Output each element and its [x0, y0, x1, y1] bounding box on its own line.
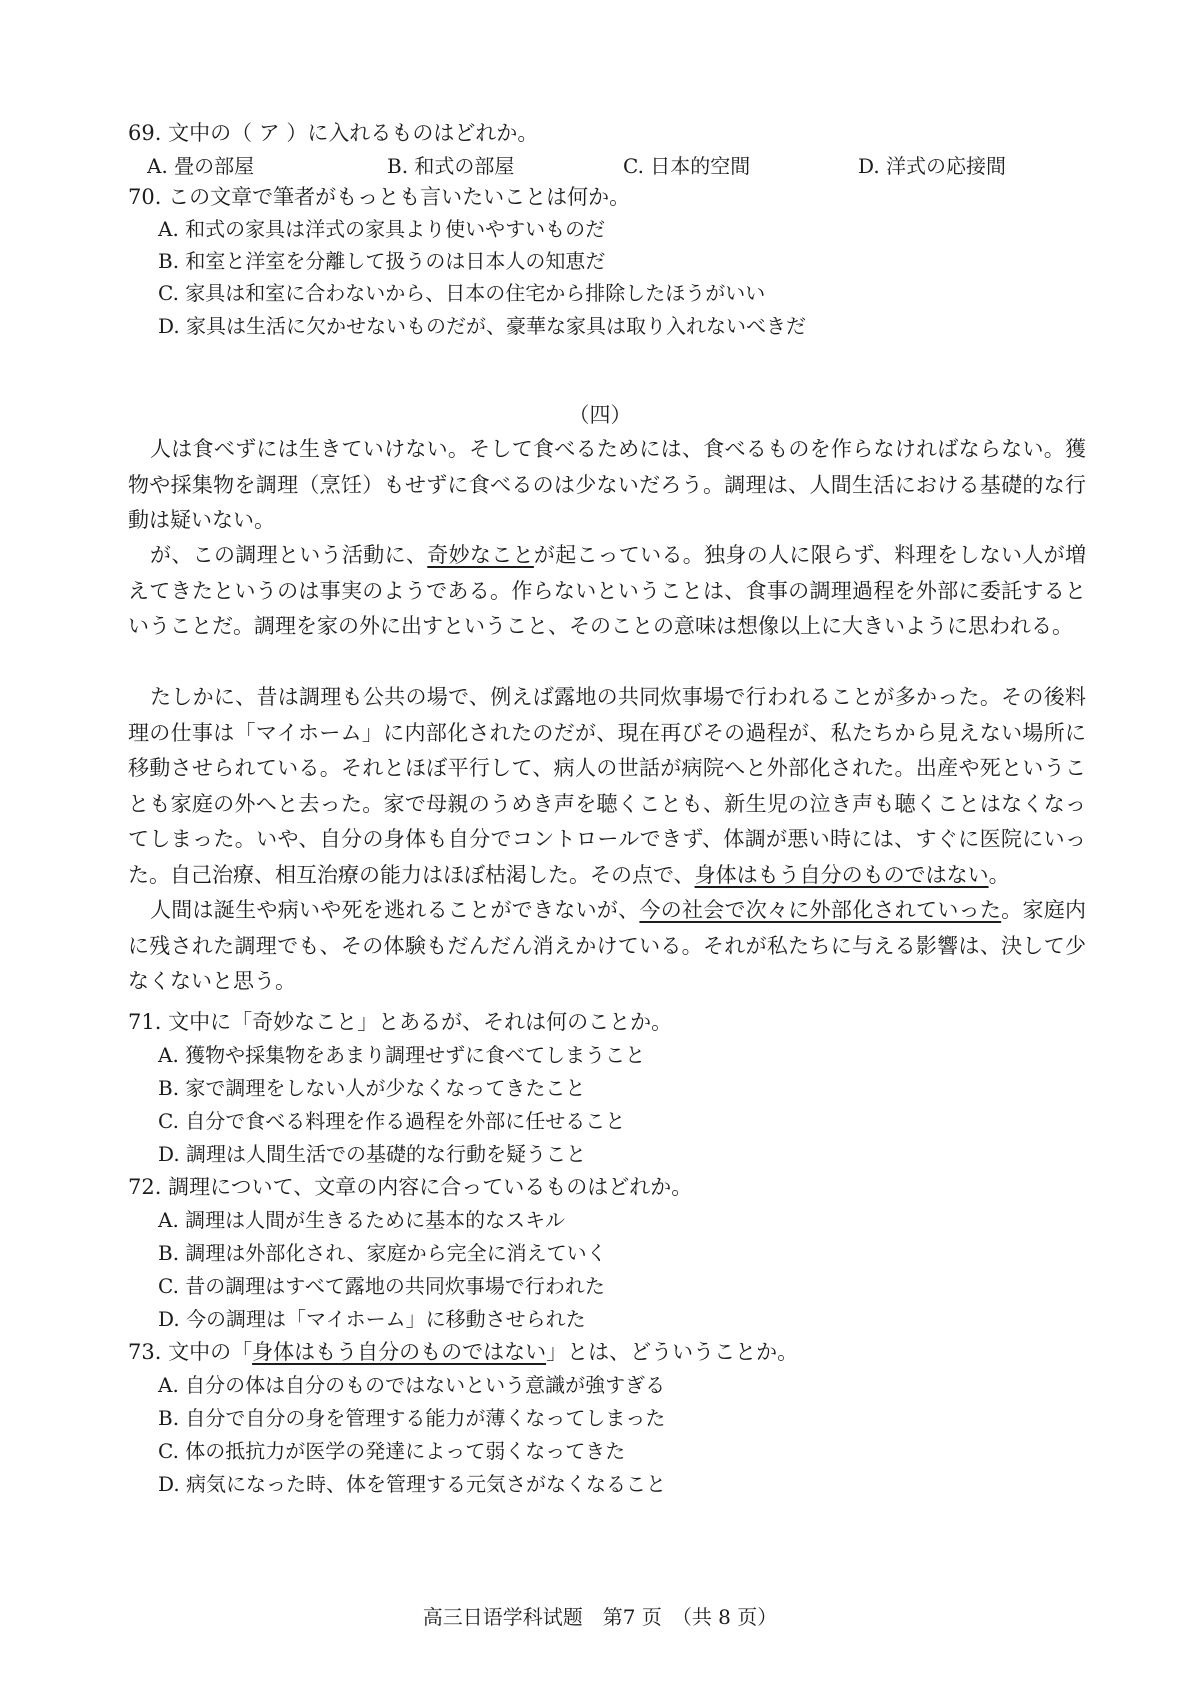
- paragraph-text: たしかに、昔は調理も公共の場で、例えば露地の共同炊事場で行われることが多かった。その後料理の仕事は「マイホーム」に内部化されたのだが、現在再びその過程が、私たちから見えない場所に移動させられている。それとほぼ平行して、病人の世話が病院へと外部化された。出産や死ということも家庭の外へと去った。家で母親のうめき声を聴くことも、新生児の泣き声も聴くことはなくなってしまった。いや、自分の身体も自分でコントロールできず、体調が悪い時には、すぐに医院にいった。自己治療、相互治療の能力はほぼ枯渇した。その点で、: [128, 685, 1086, 887]
- question-text: 73. 文中の「: [128, 1340, 253, 1364]
- option-b: B. 和式の部屋: [387, 154, 515, 178]
- passage-paragraph-1: 人は食べずには生きていけない。そして食べるためには、食べるものを作らなければならない。獲物や採集物を調理（烹饪）もせずに食べるのは少ないだろう。調理は、人間生活における基礎的な行動は疑いない。: [128, 437, 1086, 532]
- option-d: D. 洋式の応接間: [858, 154, 1007, 178]
- underlined-phrase: 身体はもう自分のものではない: [252, 1340, 547, 1364]
- option-a: A. 畳の部屋: [147, 154, 255, 178]
- paragraph-text: が、この調理という活動に、: [150, 543, 428, 567]
- option-a: A. 調理は人間が生きるために基本的なスキル: [158, 1208, 565, 1232]
- question-text: 」とは、どういうことか。: [546, 1340, 799, 1364]
- paragraph-text: 。家庭内に残された調理でも、その体験もだんだん消えかけている。それが私たちに与える影響は、決して少なくないと思う。: [128, 898, 1087, 993]
- passage-paragraph-2: [128, 538, 1086, 645]
- option-d: D. 家具は生活に欠かせないものだが、豪華な家具は取り入れないべきだ: [158, 314, 807, 338]
- option-a: A. 自分の体は自分のものではないという意識が強すぎる: [158, 1373, 666, 1397]
- option-a: A. 獲物や採集物をあまり調理せずに食べてしまうこと: [158, 1043, 646, 1067]
- option-b: B. 和室と洋室を分離して扱うのは日本人の知恵だ: [158, 249, 606, 273]
- question-69-options: [0, 150, 1200, 184]
- paragraph-text: が起こっている。独身の人に限らず、料理をしない人が増えてきたというのは事実のようである。作らないということは、食事の調理過程を外部に委託するということだ。調理を家の外に出すということ、そのことの意味は想像以上に大きいように思われる。: [128, 543, 1086, 638]
- underlined-phrase: 今の社会で次々に外部化されていった: [639, 898, 1002, 922]
- underlined-phrase: 身体はもう自分のものではない: [694, 862, 989, 887]
- option-d: D. 今の調理は「マイホーム」に移動させられた: [158, 1307, 586, 1331]
- page-footer: 高三日语学科试题 第7 页 （共 8 页）: [422, 1605, 778, 1629]
- paragraph-text: 。: [988, 862, 1010, 887]
- option-c: C. 自分で食べる料理を作る過程を外部に任せること: [158, 1109, 626, 1133]
- option-b: B. 自分で自分の身を管理する能力が薄くなってしまった: [158, 1406, 666, 1430]
- paragraph-text: 人間は誕生や病いや死を逃れることができないが、: [150, 898, 640, 922]
- option-c: C. 体の抵抗力が医学の発達によって弱くなってきた: [158, 1439, 626, 1463]
- option-d: D. 調理は人間生活での基礎的な行動を疑うこと: [158, 1142, 587, 1166]
- option-c: C. 家具は和室に合わないから、日本の住宅から排除したほうがいい: [158, 281, 766, 305]
- option-c: C. 日本的空間: [623, 154, 751, 178]
- question-72-stem: 72. 調理について、文章の内容に合っているものはどれか。: [128, 1175, 693, 1199]
- option-a: A. 和式の家具は洋式の家具より使いやすいものだ: [158, 217, 606, 241]
- section-title: （四）: [568, 403, 632, 427]
- question-71-stem: 71. 文中に「奇妙なこと」とあるが、それは何のことか。: [128, 1010, 673, 1034]
- option-d: D. 病気になった時、体を管理する元気さがなくなること: [158, 1472, 667, 1496]
- question-73-stem: [128, 1336, 798, 1368]
- option-b: B. 調理は外部化され、家庭から完全に消えていく: [158, 1241, 607, 1265]
- underlined-phrase: 奇妙なこと: [427, 543, 534, 567]
- passage-paragraph-4: [128, 893, 1086, 1000]
- question-70-stem: 70. この文章で筆者がもっとも言いたいことは何か。: [128, 185, 631, 209]
- option-c: C. 昔の調理はすべて露地の共同炊事場で行われた: [158, 1274, 605, 1298]
- passage-paragraph-3: [128, 680, 1086, 893]
- option-b: B. 家で調理をしない人が少なくなってきたこと: [158, 1076, 586, 1100]
- question-69-stem: 69. 文中の（ ア ）に入れるものはどれか。: [128, 121, 539, 145]
